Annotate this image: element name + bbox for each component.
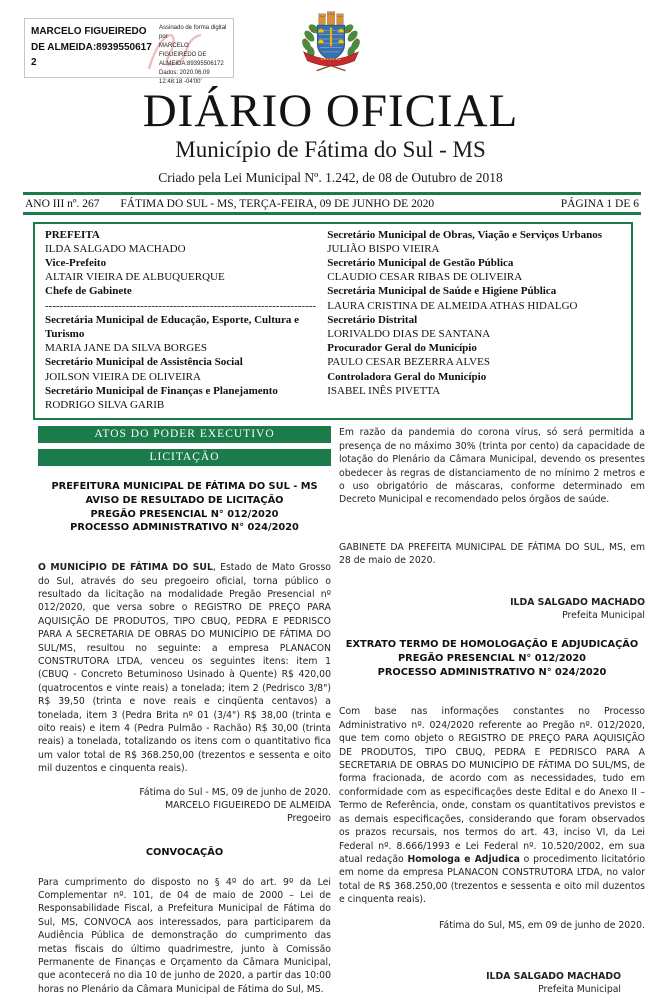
aviso-signer-role: Pregoeiro <box>287 813 331 825</box>
official-name: LORIVALDO DIAS DE SANTANA <box>327 328 491 341</box>
official-name: ALTAIR VIEIRA DE ALBUQUERQUE <box>45 271 225 284</box>
extrato-body-part2: o procedimento licitatório em nome da empresa PLANACON CONSTRUTORA LTDA, no valor total de R$ 368.250,00 (trezentos e sessenta e oito mil duzentos e cinquenta reais). <box>339 853 646 906</box>
aviso-heading <box>38 480 331 535</box>
aviso-heading-line: PREGÃO PRESENCIAL N° 012/2020 <box>90 508 279 520</box>
aviso-body-rest: , Estado de Mato Grosso do Sul, através do seu pregoeiro oficial, torna público o resultado da licitação na modalidade Pregão Presencial nº 012/2020, que versa sobre o REGISTRO DE PREÇO PARA AQUISIÇÃO DE PRODUTOS, TIPO CBUQ, PEDRA E PEDRISCO PARA A SECRETARIA DE OBRAS DO MUNICÍPIO DE FÁTIMA DO SUL/MS, resultou no seguinte: a empresa PLANACON CONSTRUTORA LTDA, venceu os seguintes itens: item 1 (CBUQ - Concreto Betuminoso Usinado à Quente) R$ 420,00 (quatrocentos e vinte reais) a tonelada; item 2 (Pedrisco 3/8") R$ 39,50 (trinta e nove reais e cinqüenta centavos) a tonelada, item 3 (Pedra Brita nº 01 (3/4") R$ 38,00 (trinta e oito reais) e item 4 (Pedra Pulmão - Rachão) R$ 30,00 (trinta reais) a tonelada, totalizando os itens com o quantitativo fica um valor total de R$ 368.250,00 (trezentos e sessenta e oito mil duzentos e cinquenta reais). <box>38 562 331 775</box>
extrato-body-bold: Homologa e Adjudica <box>407 853 520 865</box>
officials-divider: -------------------------------------------------------------------------- <box>45 299 317 312</box>
official-role: Vice-Prefeito <box>45 257 107 270</box>
official-name: LAURA CRISTINA DE ALMEIDA ATHAS HIDALGO <box>327 299 578 312</box>
extrato-signer-name: ILDA SALGADO MACHADO <box>486 970 621 982</box>
official-role: Secretário Distrital <box>327 313 418 326</box>
aviso-heading-line: PREFEITURA MUNICIPAL DE FÁTIMA DO SUL - MS <box>51 481 318 493</box>
masthead-subtitle: Município de Fátima do Sul - MS <box>175 137 486 163</box>
official-role: Chefe de Gabinete <box>45 285 132 298</box>
left-column <box>38 426 331 1005</box>
official-name: ISABEL INÊS PIVETTA <box>327 384 441 397</box>
extrato-heading <box>339 638 645 679</box>
right-column <box>339 426 645 1005</box>
section-banner-licitacao: LICITAÇÃO <box>38 449 331 466</box>
digital-signature-widget <box>24 18 234 85</box>
extrato-heading-line: EXTRATO TERMO DE HOMOLOGAÇÃO E ADJUDICAÇÃO <box>345 639 639 651</box>
aviso-date-line: Fátima do Sul - MS, 09 de junho de 2020. <box>139 786 331 798</box>
officials-box <box>33 222 633 421</box>
extrato-signer-role: Prefeita Municipal <box>538 984 621 996</box>
pandemia-body: Em razão da pandemia do corona vírus, só será permitida a presença de no máximo 30% (trinta por cento) da capacidade de lotação do Plenário da Câmara Municipal, devendo os presentes obedecer às regras de distanciamento de no mínimo 2 metros e o uso obrigatório de máscaras, conforme determinado em Decreto Municipal e recomendado pelos órgãos de saúde. <box>339 427 645 506</box>
convocacao-heading: CONVOCAÇÃO <box>145 846 224 858</box>
signature-details-line: ALMEIDA:89395506172 <box>159 61 224 67</box>
aviso-body <box>38 561 331 776</box>
official-role: Secretária Municipal de Saúde e Higiene Pública <box>327 285 557 298</box>
signature-details-line: MARCELO FIGUEIREDO DE <box>159 43 207 58</box>
aviso-heading-line: PROCESSO ADMINISTRATIVO N° 024/2020 <box>70 522 299 534</box>
gabinete-line: GABINETE DA PREFEITA MUNICIPAL DE FÁTIMA DO SUL, MS, em 28 de maio de 2020. <box>339 541 645 567</box>
aviso-heading-line: AVISO DE RESULTADO DE LICITAÇÃO <box>85 494 284 506</box>
section-banner-atos: ATOS DO PODER EXECUTIVO <box>38 426 331 443</box>
convocacao-body: Para cumprimento do disposto no § 4º do art. 9º da Lei Complementar nº. 101, de 04 de maio de 2000 – Lei de Responsabilidade Fiscal, a Prefeitura Municipal de Fátima do Sul, MS, CONVOCA aos interessados, para participarem da Audiência Pública de demonstração do cumprimento das metas fiscais do último quadrimestre, junto à Comissão Permanente de Finanças e Orçamento da Câmara Municipal, que acontecerá no dia 10 de junho de 2020, a partir das 10:00 horas no Plenário da Câmara Municipal de Fátima do Sul, MS. <box>38 876 331 995</box>
masthead <box>0 87 661 186</box>
municipal-crest-icon <box>295 7 367 81</box>
officials-right-column <box>327 228 621 413</box>
bottom-rule <box>23 212 641 215</box>
official-name: JULIÃO BISPO VIEIRA <box>327 242 440 255</box>
official-name: PAULO CESAR BEZERRA ALVES <box>327 356 490 369</box>
page-indicator: PÁGINA 1 DE 6 <box>560 197 639 210</box>
edition-number: ANO III nº. 267 <box>25 197 100 210</box>
signature-details <box>159 24 227 85</box>
official-role: Secretário Municipal de Finanças e Planejamento <box>45 384 278 397</box>
extrato-body-part1: Com base nas informações constantes no Processo Administrativo nº. 024/2020 referente ao Pregão nº. 012/2020, que tem como objeto o REGISTRO DE PREÇO PARA AQUISIÇÃO DE PRODUTOS, TIPO CBUQ, PEDRA E PEDRISCO PARA A SECRETARIA DE OBRAS DO MUNICÍPIO DE FÁTIMA DO SUL/MS, de forma fracionada, de acordo com as necessidades, tudo em conformidade com as especificações deste Edital e do Anexo II – Termo de Referência, onde, constam os quantitativos previstos e as demais especificações, considerando que foram observados os prazos recursais, nos termos do art. 43, inciso VI, da Lei Federal nº. 8.666/1993 e Lei Federal nº. 10.520/2002, em sua atual redação <box>339 706 645 865</box>
extrato-date-line: Fátima do Sul, MS, em 09 de junho de 2020. <box>439 919 645 931</box>
pandemia-signer-name: ILDA SALGADO MACHADO <box>510 596 645 608</box>
officials-left-column <box>45 228 327 413</box>
official-role: Secretário Municipal de Gestão Pública <box>327 257 514 270</box>
masthead-law-line: Criado pela Lei Municipal Nº. 1.242, de 08 de Outubro de 2018 <box>158 169 503 185</box>
official-name: ILDA SALGADO MACHADO <box>45 242 186 255</box>
official-name: CLAUDIO CESAR RIBAS DE OLIVEIRA <box>327 271 523 284</box>
signature-details-line: Assinado de forma digital por <box>159 25 227 40</box>
official-role: PREFEITA <box>45 228 100 241</box>
aviso-body-lead: O MUNICÍPIO DE FÁTIMA DO SUL <box>38 562 213 574</box>
edition-info-bar <box>23 195 641 212</box>
extrato-body <box>339 705 645 906</box>
official-name: MARIA JANE DA SILVA BORGES <box>45 342 207 355</box>
edition-date: FÁTIMA DO SUL - MS, TERÇA-FEIRA, 09 DE JUNHO DE 2020 <box>120 197 435 210</box>
extrato-heading-line: PREGÃO PRESENCIAL N° 012/2020 <box>397 653 587 665</box>
official-name: RODRIGO SILVA GARIB <box>45 399 165 412</box>
signature-signer-name: MARCELO FIGUEIREDO DE ALMEIDA:89395506172 <box>31 26 152 68</box>
official-role: Secretário Municipal de Assistência Social <box>45 356 243 369</box>
official-role: Procurador Geral do Município <box>327 342 477 355</box>
extrato-heading-line: PROCESSO ADMINISTRATIVO N° 024/2020 <box>377 666 607 678</box>
signature-details-line: Dados: 2020.06.09 12:48:18 -04'00' <box>159 70 210 85</box>
pandemia-signer-role: Prefeita Municipal <box>562 609 645 621</box>
official-role: Secretário Municipal de Obras, Viação e Serviços Urbanos <box>327 228 603 241</box>
aviso-signer-name: MARCELO FIGUEIREDO DE ALMEIDA <box>165 800 331 811</box>
official-role: Secretária Municipal de Educação, Esporte, Cultura e Turismo <box>45 313 299 341</box>
body-columns <box>38 426 645 1005</box>
page-title: DIÁRIO OFICIAL <box>142 85 519 137</box>
official-name: JOILSON VIEIRA DE OLIVEIRA <box>45 370 201 383</box>
official-role: Controladora Geral do Município <box>327 370 487 383</box>
